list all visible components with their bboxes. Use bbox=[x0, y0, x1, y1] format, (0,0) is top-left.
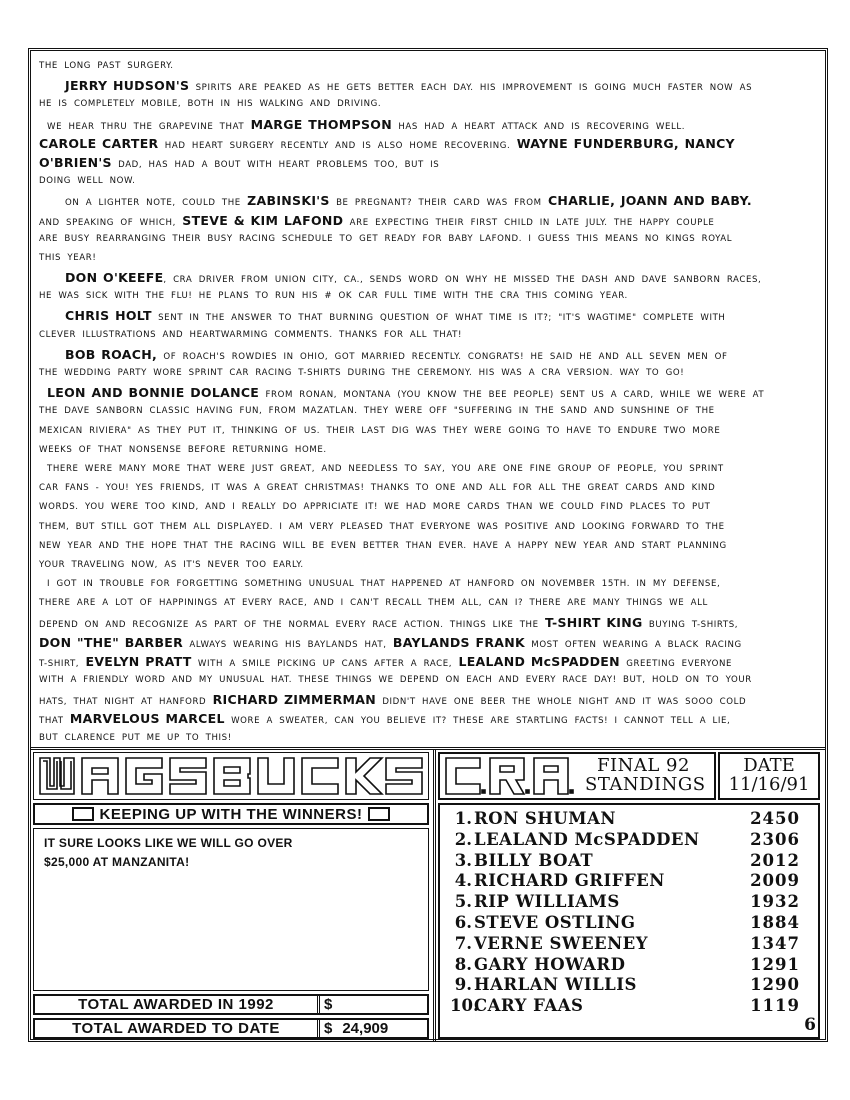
article-text: HE WAS SICK WITH THE FLU! HE PLANS TO RUN HIS # OK CAR FULL TIME WITH THE CRA THIS COMING YEAR. bbox=[39, 291, 628, 302]
article-text: NEW YEAR AND THE HOPE THAT THE RACING WILL BE EVEN BETTER THAN EVER. HAVE A HAPPY NEW YEAR AND START PLANNING bbox=[39, 540, 727, 551]
article-line bbox=[39, 364, 821, 383]
cra-header bbox=[438, 752, 716, 800]
page-frame bbox=[28, 48, 828, 1042]
standings-panel bbox=[436, 750, 825, 1042]
highlighted-name: CHARLIE, JOANN AND BABY. bbox=[547, 193, 752, 209]
standings-row bbox=[450, 830, 800, 851]
article-text: , CRA DRIVER FROM UNION CITY, CA., SENDS WORD ON WHY HE MISSED THE DASH AND DAVE SANBORN RACES, bbox=[163, 275, 762, 286]
total-1992-value-cell bbox=[320, 996, 427, 1013]
standing-rank: 7. bbox=[454, 933, 472, 953]
article-line bbox=[39, 115, 821, 134]
driver-name: RIP WILLIAMS bbox=[474, 892, 620, 912]
highlighted-name: EVELYN PRATT bbox=[85, 653, 192, 669]
article-line bbox=[39, 191, 821, 210]
standings-row bbox=[450, 809, 800, 830]
standing-rank: 4. bbox=[454, 871, 472, 891]
article-line bbox=[39, 345, 821, 364]
article-line bbox=[39, 268, 821, 287]
article-text: BUYING T-SHIRTS, bbox=[642, 620, 739, 631]
article-text: SPIRITS ARE PEAKED AS HE GETS BETTER EACH DAY. HIS IMPROVEMENT IS GOING MUCH FASTER NOW AS bbox=[189, 83, 753, 94]
driver-points: 1290 bbox=[750, 975, 800, 995]
driver-points: 2012 bbox=[750, 850, 800, 870]
article-line bbox=[39, 134, 821, 153]
article-line bbox=[39, 383, 821, 402]
driver-points: 1884 bbox=[750, 913, 800, 932]
standings-list bbox=[438, 803, 820, 1039]
standing-rank: 5. bbox=[454, 892, 472, 912]
article-text: THE LONG PAST SURGERY. bbox=[39, 61, 174, 71]
article-text: THIS YEAR! bbox=[39, 252, 97, 263]
bottom-panels bbox=[31, 747, 825, 1042]
total-to-date-value: 24,909 bbox=[342, 1020, 389, 1037]
article-line bbox=[39, 690, 821, 709]
date-value: 11/16/91 bbox=[728, 774, 810, 795]
highlighted-name: MARGE THOMPSON bbox=[250, 116, 392, 132]
article-line bbox=[39, 211, 821, 230]
article-text: WORE A SWEATER, CAN YOU BELIEVE IT? THESE ARE STARTLING FACTS! I CANNOT TELL A LIE, bbox=[224, 716, 731, 727]
article-line bbox=[39, 422, 821, 441]
article-text: AND SPEAKING OF WHICH, bbox=[39, 217, 183, 228]
driver-name: VERNE SWEENEY bbox=[474, 933, 649, 953]
driver-name: RON SHUMAN bbox=[474, 809, 616, 828]
article-text: WE HEAR THRU THE GRAPEVINE THAT bbox=[47, 121, 251, 132]
banner-box-icon bbox=[72, 807, 94, 821]
standings-row bbox=[450, 955, 800, 976]
driver-points: 2306 bbox=[750, 829, 800, 849]
wagsbucks-logo bbox=[33, 752, 429, 800]
article-text: HE IS COMPLETELY MOBILE, BOTH IN HIS WALKING AND DRIVING. bbox=[39, 99, 382, 110]
wagsbucks-note bbox=[33, 828, 429, 991]
page-number: 6 bbox=[804, 1015, 816, 1035]
standings-row bbox=[450, 975, 800, 996]
highlighted-name: BOB ROACH, bbox=[65, 346, 158, 362]
article-text: FROM RONAN, MONTANA (YOU KNOW THE BEE PEOPLE) SENT US A CARD, WHILE WE WERE AT bbox=[259, 390, 765, 401]
article-text: I GOT IN TROUBLE FOR FORGETTING SOMETHING UNUSUAL THAT HAPPENED AT HANFORD ON NOVEMBER 15TH. IN MY DEFENSE, bbox=[47, 579, 721, 590]
article-text: OF ROACH'S ROWDIES IN OHIO, GOT MARRIED RECENTLY. CONGRATS! HE SAID HE AND ALL SEVEN MEN OF bbox=[157, 351, 728, 362]
standing-rank: 10. bbox=[450, 996, 479, 1016]
article-line bbox=[39, 518, 821, 537]
date-label: DATE bbox=[743, 755, 795, 776]
article-line bbox=[39, 537, 821, 556]
highlighted-name: CHRIS HOLT bbox=[65, 308, 152, 324]
highlighted-name: T-SHIRT KING bbox=[544, 615, 643, 631]
winners-banner bbox=[33, 803, 429, 825]
highlighted-name: JERRY HUDSON'S bbox=[65, 78, 190, 94]
driver-name: CARY FAAS bbox=[474, 996, 584, 1016]
total-to-date-row bbox=[33, 1018, 429, 1039]
driver-points: 2450 bbox=[750, 809, 800, 828]
note-line: $25,000 AT MANZANITA! bbox=[44, 855, 190, 869]
driver-name: HARLAN WILLIS bbox=[474, 975, 637, 995]
total-1992-row bbox=[33, 994, 429, 1015]
newsletter-article bbox=[39, 57, 821, 748]
title-line-1: FINAL 92 bbox=[597, 755, 690, 776]
article-line bbox=[39, 326, 821, 345]
highlighted-name: MARVELOUS MARCEL bbox=[69, 711, 225, 727]
driver-name: STEVE OSTLING bbox=[474, 913, 636, 932]
article-line bbox=[39, 633, 821, 652]
highlighted-name: BAYLANDS FRANK bbox=[392, 634, 525, 650]
article-text: BUT CLARENCE PUT ME UP TO THIS! bbox=[39, 732, 232, 743]
standing-rank: 8. bbox=[454, 954, 472, 974]
article-line bbox=[39, 287, 821, 306]
article-text: MOST OFTEN WEARING A BLACK RACING bbox=[524, 639, 742, 650]
article-text: WEEKS OF THAT NONSENSE BEFORE RETURNING HOME. bbox=[39, 444, 327, 455]
article-line bbox=[39, 306, 821, 325]
article-line bbox=[39, 76, 821, 95]
highlighted-name: CAROLE CARTER bbox=[39, 135, 159, 151]
total-to-date-label: TOTAL AWARDED TO DATE bbox=[35, 1020, 320, 1037]
article-text: GREETING EVERYONE bbox=[619, 658, 733, 669]
highlighted-name: WAYNE FUNDERBURG, NANCY bbox=[516, 135, 735, 151]
standings-row bbox=[450, 871, 800, 892]
article-line bbox=[39, 594, 821, 613]
highlighted-name: RICHARD ZIMMERMAN bbox=[212, 692, 376, 708]
article-text: CLEVER ILLUSTRATIONS AND HEARTWARMING COMMENTS. THANKS FOR ALL THAT! bbox=[39, 329, 463, 340]
article-text: T-SHIRT, bbox=[39, 658, 86, 669]
article-text: HATS, THAT NIGHT AT HANFORD bbox=[39, 697, 213, 708]
highlighted-name: ZABINSKI'S bbox=[247, 193, 330, 209]
article-text: THE DAVE SANBORN CLASSIC HAVING FUN, FROM MAZATLAN. THEY WERE OFF "SUFFERING IN THE SAND AND SUNSHINE OF THE bbox=[39, 406, 715, 417]
article-text: WORDS. YOU WERE TOO KIND, AND I REALLY DO APPRICIATE IT! WE HAD MORE CARDS THAN WE COULD FIND PLACES TO PUT bbox=[39, 502, 711, 513]
article-line bbox=[39, 153, 821, 172]
standing-rank: 3. bbox=[454, 850, 472, 870]
article-text: BE PREGNANT? THEIR CARD WAS FROM bbox=[329, 198, 548, 209]
article-text: YOUR TRAVELING NOW, AS IT'S NEVER TOO EARLY. bbox=[39, 559, 304, 570]
driver-name: LEALAND McSPADDEN bbox=[474, 829, 700, 849]
currency-symbol: $ bbox=[324, 996, 333, 1013]
highlighted-name: STEVE & KIM LAFOND bbox=[182, 212, 344, 228]
article-text: THEM, BUT STILL GOT THEM ALL DISPLAYED. I AM VERY PLEASED THAT EVERYONE WAS POSITIVE AND LOOKING FORWARD TO THE bbox=[39, 521, 725, 532]
note-line: IT SURE LOOKS LIKE WE WILL GO OVER bbox=[44, 836, 293, 850]
highlighted-name: DON "THE" BARBER bbox=[39, 634, 184, 650]
article-line bbox=[39, 460, 821, 479]
article-text: WITH A SMILE PICKING UP CANS AFTER A RACE, bbox=[191, 658, 459, 669]
banner-box-icon bbox=[368, 807, 390, 821]
standings-title bbox=[585, 756, 706, 794]
driver-name: GARY HOWARD bbox=[474, 954, 626, 974]
highlighted-name: LEON AND BONNIE DOLANCE bbox=[47, 385, 260, 401]
article-text: ARE EXPECTING THEIR FIRST CHILD IN LATE JULY. THE HAPPY COUPLE bbox=[343, 217, 715, 228]
standings-row bbox=[450, 996, 800, 1017]
article-line bbox=[39, 402, 821, 421]
standing-rank: 9. bbox=[454, 975, 472, 995]
standing-rank: 2. bbox=[454, 829, 472, 849]
article-text: DAD, HAS HAD A BOUT WITH HEART PROBLEMS TOO, BUT IS bbox=[111, 159, 440, 170]
article-line bbox=[39, 441, 821, 460]
standings-row bbox=[450, 913, 800, 934]
driver-points: 2009 bbox=[750, 871, 800, 891]
standings-row bbox=[450, 892, 800, 913]
standing-rank: 1. bbox=[454, 809, 472, 828]
driver-name: BILLY BOAT bbox=[474, 850, 594, 870]
article-text: THE WEDDING PARTY WORE SPRINT CAR RACING T-SHIRTS DURING THE CEREMONY. HIS WAS A CRA VERSION. WAY TO GO! bbox=[39, 368, 685, 378]
cra-logo bbox=[442, 754, 582, 798]
driver-points: 1932 bbox=[750, 892, 800, 912]
standings-row bbox=[450, 934, 800, 955]
driver-points: 1347 bbox=[750, 933, 800, 953]
article-text: DEPEND ON AND RECOGNIZE AS PART OF THE NORMAL EVERY RACE ACTION. THINGS LIKE THE bbox=[39, 620, 545, 631]
article-line bbox=[39, 249, 821, 268]
banner-text: KEEPING UP WITH THE WINNERS! bbox=[99, 805, 363, 823]
driver-name: RICHARD GRIFFEN bbox=[474, 871, 665, 891]
article-text: SENT IN THE ANSWER TO THAT BURNING QUESTION OF WHAT TIME IS IT?; "IT'S WAGTIME" COMPLETE WITH bbox=[151, 313, 726, 324]
article-text: THERE ARE A LOT OF HAPPININGS AT EVERY RACE, AND I CAN'T RECALL THEM ALL, CAN I? THERE ARE MANY THINGS WE ALL bbox=[39, 598, 708, 609]
article-line bbox=[39, 671, 821, 690]
article-text: HAS HAD A HEART ATTACK AND IS RECOVERING WELL. bbox=[392, 121, 686, 132]
article-text: HAD HEART SURGERY RECENTLY AND IS ALSO HOME RECOVERING. bbox=[158, 140, 517, 151]
article-text: DOING WELL NOW. bbox=[39, 176, 136, 187]
driver-points: 1291 bbox=[750, 954, 800, 974]
date-box bbox=[718, 752, 820, 800]
highlighted-name: DON O'KEEFE bbox=[65, 270, 164, 286]
article-text: ARE BUSY REARRANGING THEIR BUSY RACING SCHEDULE TO GET READY FOR BABY LAFOND. I GUESS THIS MEANS NO KINGS ROYAL bbox=[39, 233, 733, 244]
article-line bbox=[39, 230, 821, 249]
article-line bbox=[39, 652, 821, 671]
title-line-2: STANDINGS bbox=[585, 774, 706, 795]
article-line bbox=[39, 498, 821, 517]
article-text: CAR FANS - YOU! YES FRIENDS, IT WAS A GREAT CHRISTMAS! THANKS TO ONE AND ALL FOR ALL THE GREAT CARDS AND KIND bbox=[39, 483, 716, 494]
article-text: WITH A FRIENDLY WORD AND MY UNUSUAL HAT. THESE THINGS WE DEPEND ON EACH AND EVERY RACE DAY! BUT, HOLD ON TO YOUR bbox=[39, 675, 752, 685]
total-1992-label: TOTAL AWARDED IN 1992 bbox=[35, 996, 320, 1013]
standings-row bbox=[450, 851, 800, 872]
article-text: ALWAYS WEARING HIS BAYLANDS HAT, bbox=[183, 639, 393, 650]
highlighted-name: O'BRIEN'S bbox=[39, 154, 112, 170]
total-to-date-value-cell bbox=[320, 1020, 427, 1037]
article-text: DIDN'T HAVE ONE BEER THE WHOLE NIGHT AND IT WAS SOOO COLD bbox=[375, 697, 747, 708]
standing-rank: 6. bbox=[454, 913, 472, 932]
article-text: THAT bbox=[39, 716, 70, 727]
highlighted-name: LEALAND McSPADDEN bbox=[458, 653, 620, 669]
article-line bbox=[39, 57, 821, 76]
article-text: MEXICAN RIVIERA" AS THEY PUT IT, THINKING OF US. THEIR LAST DIG WAS THEY WERE GOING TO HAVE TO ENDURE TWO MORE bbox=[39, 425, 721, 436]
article-line bbox=[39, 729, 821, 748]
wagsbucks-panel bbox=[31, 750, 436, 1042]
article-line bbox=[39, 479, 821, 498]
article-text: THERE WERE MANY MORE THAT WERE JUST GREAT, AND NEEDLESS TO SAY, YOU ARE ONE FINE GROUP OF PEOPLE, YOU SPRINT bbox=[47, 463, 724, 474]
article-line bbox=[39, 709, 821, 728]
driver-points: 1119 bbox=[750, 996, 800, 1016]
currency-symbol: $ bbox=[324, 1020, 333, 1037]
article-line bbox=[39, 556, 821, 575]
article-line bbox=[39, 613, 821, 632]
article-line bbox=[39, 172, 821, 191]
article-line bbox=[39, 575, 821, 594]
article-text: ON A LIGHTER NOTE, COULD THE bbox=[65, 198, 248, 209]
article-line bbox=[39, 95, 821, 114]
